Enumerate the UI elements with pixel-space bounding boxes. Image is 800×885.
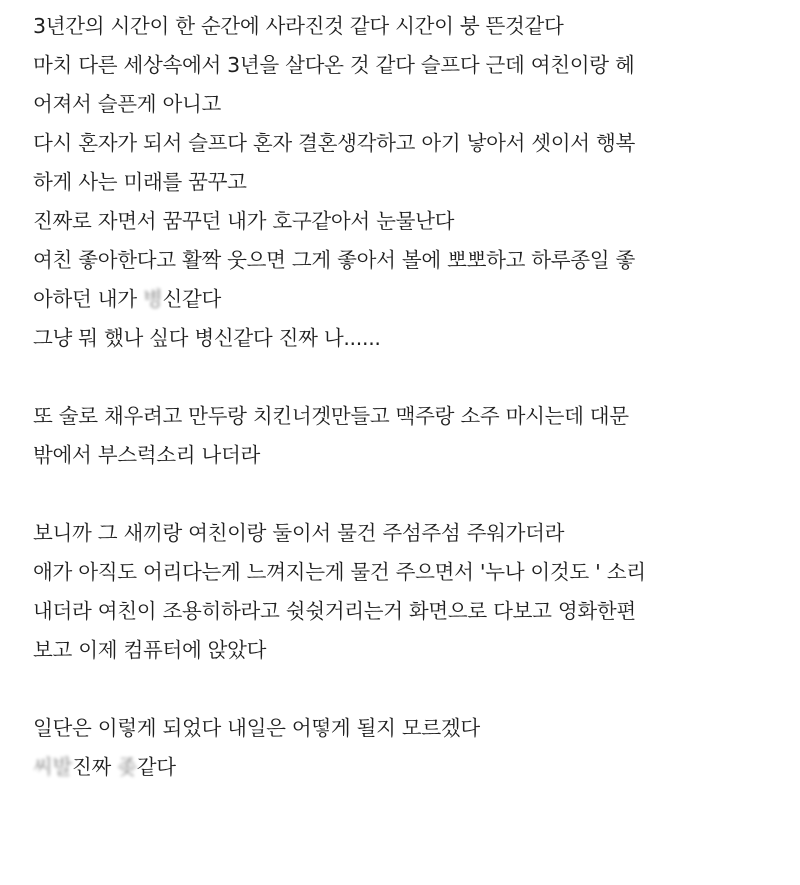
text-line: 애가 아직도 어리다는게 느껴지는게 물건 주으면서 '누나 이것도 ' 소리 [33, 560, 646, 584]
text-line: 내더라 여친이 조용히하라고 쉿쉿거리는거 화면으로 다보고 영화한편 [33, 599, 636, 623]
text-line: 보니까 그 새끼랑 여친이랑 둘이서 물건 주섬주섬 주워가더라 [33, 521, 565, 545]
text-line: 진짜로 자면서 꿈꾸던 내가 호구같아서 눈물난다 [33, 209, 455, 233]
text-line: 다시 혼자가 되서 슬프다 혼자 결혼생각하고 아기 낳아서 셋이서 행복 [33, 131, 636, 155]
censored-text: 좆 [117, 755, 137, 779]
censored-text: 씨발 [33, 755, 73, 779]
paragraph-gap [33, 670, 783, 709]
censored-text: 병 [142, 287, 163, 311]
text-line: 또 술로 채우려고 만두랑 치킨너겟만들고 맥주랑 소주 마시는데 대문 [33, 404, 629, 428]
text-line: 어져서 슬픈게 아니고 [33, 92, 221, 116]
text-line: 하게 사는 미래를 꿈꾸고 [33, 170, 247, 194]
paragraph-gap [33, 475, 783, 514]
text-line: 일단은 이렇게 되었다 내일은 어떻게 될지 모르겠다 [33, 716, 480, 740]
text-line: 마치 다른 세상속에서 3년을 살다온 것 같다 슬프다 근데 여친이랑 헤 [33, 53, 635, 77]
text-segment: 아하던 내가 [33, 287, 143, 311]
text-segment: 신같다 [162, 287, 221, 311]
text-line [33, 280, 783, 319]
text-segment: 진짜 [72, 755, 118, 779]
text-line [33, 748, 783, 787]
text-line: 그냥 뭐 했나 싶다 병신같다 진짜 나...... [33, 326, 381, 350]
text-line: 여친 좋아한다고 활짝 웃으면 그게 좋아서 볼에 뽀뽀하고 하루종일 좋 [33, 248, 636, 272]
text-line: 보고 이제 컴퓨터에 앉았다 [33, 638, 267, 662]
text-line: 밖에서 부스럭소리 나더라 [33, 443, 260, 467]
post-body [33, 7, 783, 787]
text-line: 3년간의 시간이 한 순간에 사라진것 같다 시간이 붕 뜬것같다 [33, 14, 564, 38]
text-segment: 같다 [136, 755, 176, 779]
paragraph-gap [33, 358, 783, 397]
